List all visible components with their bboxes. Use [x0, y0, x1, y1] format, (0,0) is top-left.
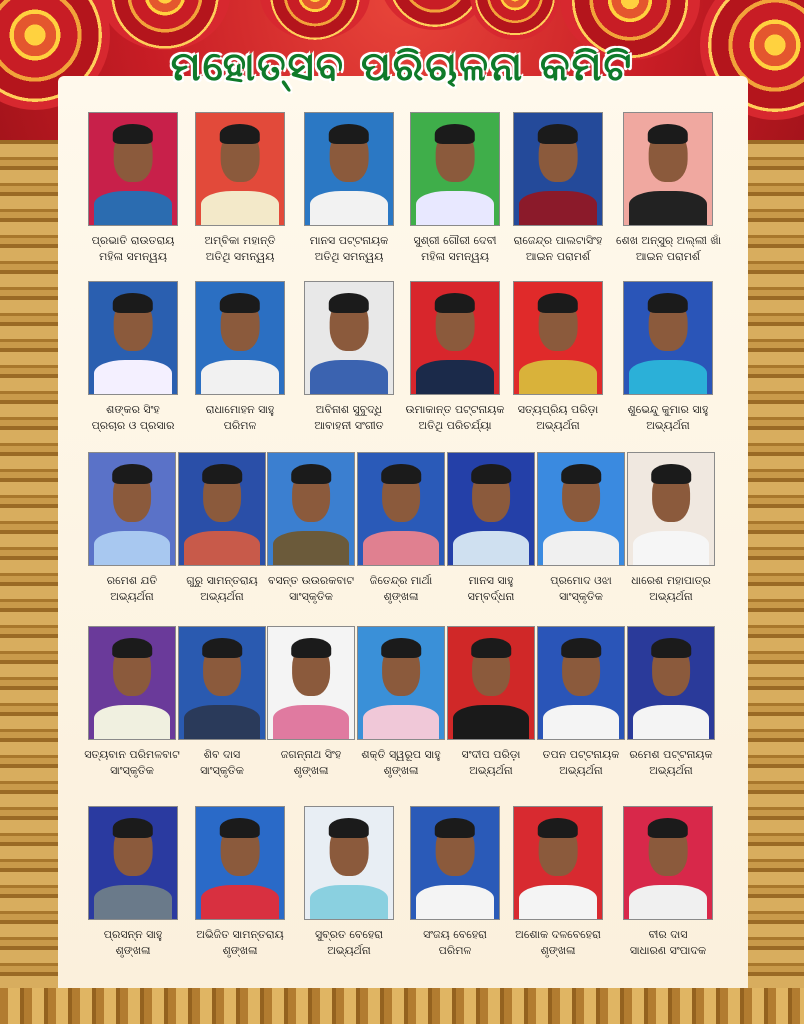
member-card — [350, 626, 452, 778]
member-name: ବସନ୍ତ ଉଉରକବାଟ — [267, 574, 355, 587]
member-photo — [178, 626, 266, 740]
member-role: ମହିଳା ସମନ୍ୱୟ — [421, 250, 489, 263]
member-card — [188, 112, 292, 264]
member-photo-body — [310, 360, 387, 394]
member-photo — [537, 452, 625, 566]
member-name: ଶିବ ଦାସ — [203, 748, 241, 761]
member-role: ସାଂସ୍କୃତିକ — [200, 764, 244, 777]
member-name: ଜଗନ୍ନାଥ ସିଂହ — [280, 748, 342, 761]
member-photo — [627, 626, 715, 740]
member-photo-body — [273, 705, 349, 739]
member-card — [403, 112, 507, 264]
member-photo-body — [94, 705, 170, 739]
member-photo-body — [273, 531, 349, 565]
member-role: ଶୃଙ୍ଖଳା — [540, 944, 576, 957]
member-role: ଶୃଙ୍ଖଳା — [222, 944, 258, 957]
member-role: ଅଭ୍ୟର୍ଥନା — [110, 590, 154, 603]
member-card — [620, 626, 722, 778]
member-photo — [195, 806, 285, 920]
member-card — [506, 281, 610, 433]
member-photo-body — [94, 885, 171, 919]
member-name: ମାନସ ସାହୁ — [468, 574, 514, 587]
member-name: ସତ୍ୟପ୍ରିୟ ପରିଡ଼ା — [517, 403, 599, 416]
member-photo-body — [519, 360, 596, 394]
member-photo — [267, 626, 355, 740]
member-role: ଶୃଙ୍ଖଳା — [383, 590, 419, 603]
member-photo-body — [201, 191, 278, 225]
member-photo-hair — [561, 638, 601, 658]
member-photo — [623, 806, 713, 920]
member-photo-hair — [291, 464, 331, 484]
member-photo-body — [519, 885, 596, 919]
member-photo-body — [310, 885, 387, 919]
member-role: ପରିମଳ — [438, 944, 472, 957]
member-card — [188, 806, 292, 958]
member-name: ସଂଜୟ ବେହେରା — [423, 928, 487, 941]
member-name: ଉମାକାନ୍ତ ପଟ୍ଟନାୟକ — [405, 403, 505, 416]
member-role: ସାଂସ୍କୃତିକ — [559, 590, 603, 603]
member-photo-hair — [220, 818, 260, 838]
member-card — [530, 452, 632, 604]
bottom-decor-band — [0, 988, 804, 1024]
member-name: ମାନସ ପଟ୍ଟନାୟକ — [309, 234, 389, 247]
member-photo-hair — [113, 818, 153, 838]
member-role: ଅଭ୍ୟର୍ଥନା — [649, 764, 693, 777]
member-photo-body — [453, 531, 529, 565]
member-photo — [623, 112, 713, 226]
member-role: ମହିଳା ସମନ୍ୱୟ — [99, 250, 167, 263]
member-card — [620, 452, 722, 604]
member-photo-hair — [651, 464, 691, 484]
member-photo-body — [543, 705, 619, 739]
member-role: ସାଧାରଣ ସଂପାଦକ — [629, 944, 707, 957]
member-photo — [88, 452, 176, 566]
member-card — [403, 806, 507, 958]
member-photo — [410, 806, 500, 920]
member-card — [616, 281, 720, 433]
member-photo-hair — [471, 464, 511, 484]
member-photo-body — [633, 531, 709, 565]
member-card — [297, 806, 401, 958]
member-photo-hair — [113, 293, 153, 313]
member-photo-hair — [381, 638, 421, 658]
poster-title: ମହୋତ୍ସବ ପରିଚାଳନା କମିଟି — [170, 44, 634, 90]
member-role: ଅଭ୍ୟର୍ଥନା — [536, 419, 580, 432]
member-name: ପ୍ରସନ୍ନ ସାହୁ — [103, 928, 163, 941]
member-name: ଅବିନାଶ ସୁବୁଦ୍ଧି — [315, 403, 383, 416]
member-card — [81, 112, 185, 264]
member-card — [171, 626, 273, 778]
member-photo-body — [629, 885, 706, 919]
member-photo-hair — [113, 124, 153, 144]
member-photo-body — [363, 531, 439, 565]
member-photo — [513, 112, 603, 226]
member-photo-body — [543, 531, 619, 565]
member-role: ପରିମଳ — [223, 419, 257, 432]
member-photo — [88, 806, 178, 920]
member-photo-body — [453, 705, 529, 739]
member-photo — [410, 112, 500, 226]
member-photo-hair — [648, 293, 688, 313]
member-photo-body — [94, 360, 171, 394]
member-photo-hair — [202, 464, 242, 484]
member-role: ସମ୍ବର୍ଦ୍ଧନା — [467, 590, 515, 603]
member-name: ଧାରେଶ ମହାପାତ୍ର — [631, 574, 711, 587]
member-photo-body — [416, 885, 493, 919]
member-photo-body — [363, 705, 439, 739]
member-photo-hair — [435, 293, 475, 313]
member-role: ସାଂସ୍କୃତିକ — [110, 764, 154, 777]
member-photo — [88, 626, 176, 740]
member-role: ଅତିଥି ପରିଚର୍ଯ୍ୟା — [418, 419, 492, 432]
member-photo — [195, 112, 285, 226]
member-photo-body — [633, 705, 709, 739]
member-role: ଶୃଙ୍ଖଳା — [293, 764, 329, 777]
member-card — [530, 626, 632, 778]
member-card — [81, 452, 183, 604]
member-photo-body — [94, 191, 171, 225]
member-card — [616, 806, 720, 958]
member-name: ବୀର ଦାସ — [648, 928, 688, 941]
member-role: ଅଭ୍ୟର୍ଥନା — [559, 764, 603, 777]
member-card — [297, 281, 401, 433]
member-card — [616, 112, 720, 264]
member-card — [81, 626, 183, 778]
member-name: ରମେଶ ପଟ୍ଟନାୟକ — [629, 748, 713, 761]
member-name: ଅମ୍ବିକା ମହାନ୍ତି — [204, 234, 276, 247]
member-photo-hair — [561, 464, 601, 484]
member-photo-hair — [381, 464, 421, 484]
member-photo — [513, 806, 603, 920]
member-photo-hair — [220, 124, 260, 144]
member-card — [440, 452, 542, 604]
member-photo-body — [416, 360, 493, 394]
member-name: ରାଜେନ୍ଦ୍ର ପାଲଟାସିଂହ — [513, 234, 603, 247]
member-photo-hair — [220, 293, 260, 313]
member-role: ଆଇନ ପରାମର୍ଶ — [635, 250, 701, 263]
member-photo — [88, 281, 178, 395]
member-card — [297, 112, 401, 264]
member-photo-body — [310, 191, 387, 225]
member-card — [506, 112, 610, 264]
member-photo — [304, 112, 394, 226]
member-photo-hair — [329, 124, 369, 144]
member-name: ଶୁଭେନ୍ଦୁ କୁମାର ସାହୁ — [627, 403, 709, 416]
member-role: ସାଂସ୍କୃତିକ — [289, 590, 333, 603]
member-name: ଅଶୋକ ଦଳବେହେରା — [515, 928, 601, 941]
member-photo — [178, 452, 266, 566]
member-photo-hair — [538, 818, 578, 838]
member-photo-hair — [538, 293, 578, 313]
member-photo-body — [184, 531, 260, 565]
member-photo-body — [184, 705, 260, 739]
member-photo-body — [629, 360, 706, 394]
member-name: ରାଧାମୋହନ ସାହୁ — [205, 403, 275, 416]
member-name: ସତ୍ୟବାନ ପରିମଳବାଟ — [84, 748, 180, 761]
member-name: ସୁଶ୍ରୀ ଗୌରୀ ଦେବୀ — [413, 234, 497, 247]
member-name: ସଂଦୀପ ପରିଡ଼ା — [461, 748, 521, 761]
member-name: ସୁବ୍ରତ ବେହେରା — [314, 928, 384, 941]
member-card — [260, 626, 362, 778]
member-name: ରମେଶ ଯତି — [106, 574, 158, 587]
member-photo — [410, 281, 500, 395]
member-photo-hair — [651, 638, 691, 658]
member-card — [81, 806, 185, 958]
member-photo-body — [519, 191, 596, 225]
member-photo-hair — [648, 124, 688, 144]
member-photo — [627, 452, 715, 566]
member-photo — [304, 281, 394, 395]
member-photo — [623, 281, 713, 395]
member-role: ଶୃଙ୍ଖଳା — [115, 944, 151, 957]
member-photo — [513, 281, 603, 395]
member-photo-body — [201, 885, 278, 919]
member-photo-hair — [291, 638, 331, 658]
member-photo-hair — [329, 293, 369, 313]
member-role: ଆଇନ ପରାମର୍ଶ — [525, 250, 591, 263]
member-photo — [447, 452, 535, 566]
member-role: ଶୃଙ୍ଖଳା — [383, 764, 419, 777]
member-photo-hair — [112, 464, 152, 484]
member-card — [506, 806, 610, 958]
member-role: ଅତିଥି ସମନ୍ୱୟ — [205, 250, 275, 263]
member-photo-hair — [538, 124, 578, 144]
member-card — [188, 281, 292, 433]
member-photo-hair — [329, 818, 369, 838]
member-photo-hair — [202, 638, 242, 658]
member-name: ଜିତେନ୍ଦ୍ର ମାର୍ଥା — [369, 574, 433, 587]
member-card — [260, 452, 362, 604]
member-photo-hair — [435, 124, 475, 144]
member-photo-body — [629, 191, 706, 225]
member-photo-hair — [112, 638, 152, 658]
member-photo — [195, 281, 285, 395]
member-photo — [357, 626, 445, 740]
member-name: ଶଙ୍କର ସିଂହ — [106, 403, 160, 416]
member-card — [403, 281, 507, 433]
member-role: ଆବାହନୀ ସଂଗୀତ — [314, 419, 384, 432]
member-photo-body — [416, 191, 493, 225]
member-card — [350, 452, 452, 604]
member-photo — [267, 452, 355, 566]
member-photo — [357, 452, 445, 566]
member-card — [81, 281, 185, 433]
member-name: ପ୍ରମୋଦ ଓଝା — [550, 574, 612, 587]
member-photo-hair — [471, 638, 511, 658]
member-name: ପ୍ରଭାତି ରାଉତରାୟ — [91, 234, 175, 247]
member-photo-body — [94, 531, 170, 565]
member-name: ଶେଖ ଅନ୍‌ସୁର୍ ଅଲ୍ଲୀ ଖାଁ — [616, 234, 722, 247]
member-photo — [304, 806, 394, 920]
member-card — [440, 626, 542, 778]
member-name: ତପନ ପଟ୍ଟନାୟକ — [542, 748, 620, 761]
member-role: ଅଭ୍ୟର୍ଥନା — [469, 764, 513, 777]
member-photo — [447, 626, 535, 740]
member-name: ଶକ୍ତି ସ୍ୱରୂପ ସାହୁ — [361, 748, 441, 761]
member-photo-hair — [648, 818, 688, 838]
member-role: ଅଭ୍ୟର୍ଥନା — [200, 590, 244, 603]
member-role: ଅତିଥି ସମନ୍ୱୟ — [314, 250, 384, 263]
member-photo-hair — [435, 818, 475, 838]
member-card — [171, 452, 273, 604]
member-photo — [88, 112, 178, 226]
member-role: ଅଭ୍ୟର୍ଥନା — [649, 590, 693, 603]
member-name: ଗୁରୁ ସାମନ୍ତରାୟ — [186, 574, 258, 587]
member-photo-body — [201, 360, 278, 394]
member-role: ପ୍ରଚାର ଓ ପ୍ରସାର — [91, 419, 175, 432]
member-photo — [537, 626, 625, 740]
member-role: ଅଭ୍ୟର୍ଥନା — [327, 944, 371, 957]
member-role: ଅଭ୍ୟର୍ଥନା — [646, 419, 690, 432]
member-name: ଅଭିଜିତ ସାମନ୍ତରାୟ — [196, 928, 284, 941]
